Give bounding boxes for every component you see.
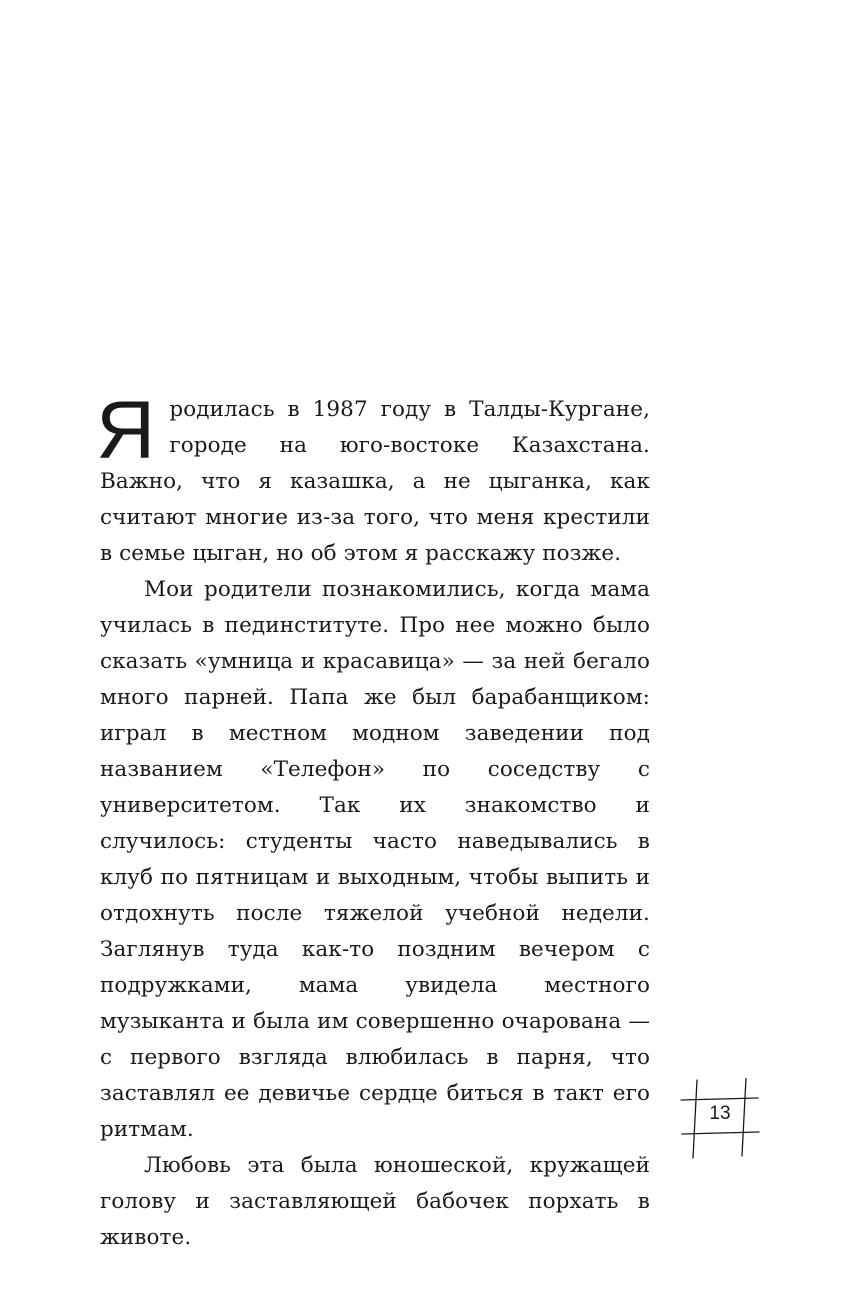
paragraph-1-text: родилась в 1987 году в Талды-Кургане, городе на юго-востоке Казахстана. Важно, что я казашка, а не цыганка, как считают многие из-за того, что меня крестили в семье цыган, но об этом я расскажу позже.: [100, 397, 650, 566]
body-text: [96, 385, 650, 1256]
paragraph-3: Любовь эта была юношеской, кружащей голову и заставляющей бабочек порхать в животе.: [100, 1153, 650, 1250]
page-number-mark: [680, 1078, 760, 1160]
drop-cap: Я: [96, 385, 156, 476]
paragraph-1: [96, 385, 650, 572]
paragraph-2: Мои родители познакомились, когда мама училась в пединституте. Про нее можно было сказать «умница и красавица» — за ней бегало много парней. Папа же был барабанщиком: играл в местном модном заведении под названием «Телефон» по соседству с университетом. Так их знакомство и случилось: студенты часто наведывались в клуб по пятницам и выходным, чтобы выпить и отдохнуть после тяжелой учебной недели. Заглянув туда как-то поздним вечером с подружками, мама увидела местного музыканта и была им совершенно очарована — с первого взгляда влюбилась в парня, что заставлял ее девичье сердце биться в такт его ритмам.: [100, 577, 650, 1142]
page-number: 13: [709, 1103, 731, 1124]
